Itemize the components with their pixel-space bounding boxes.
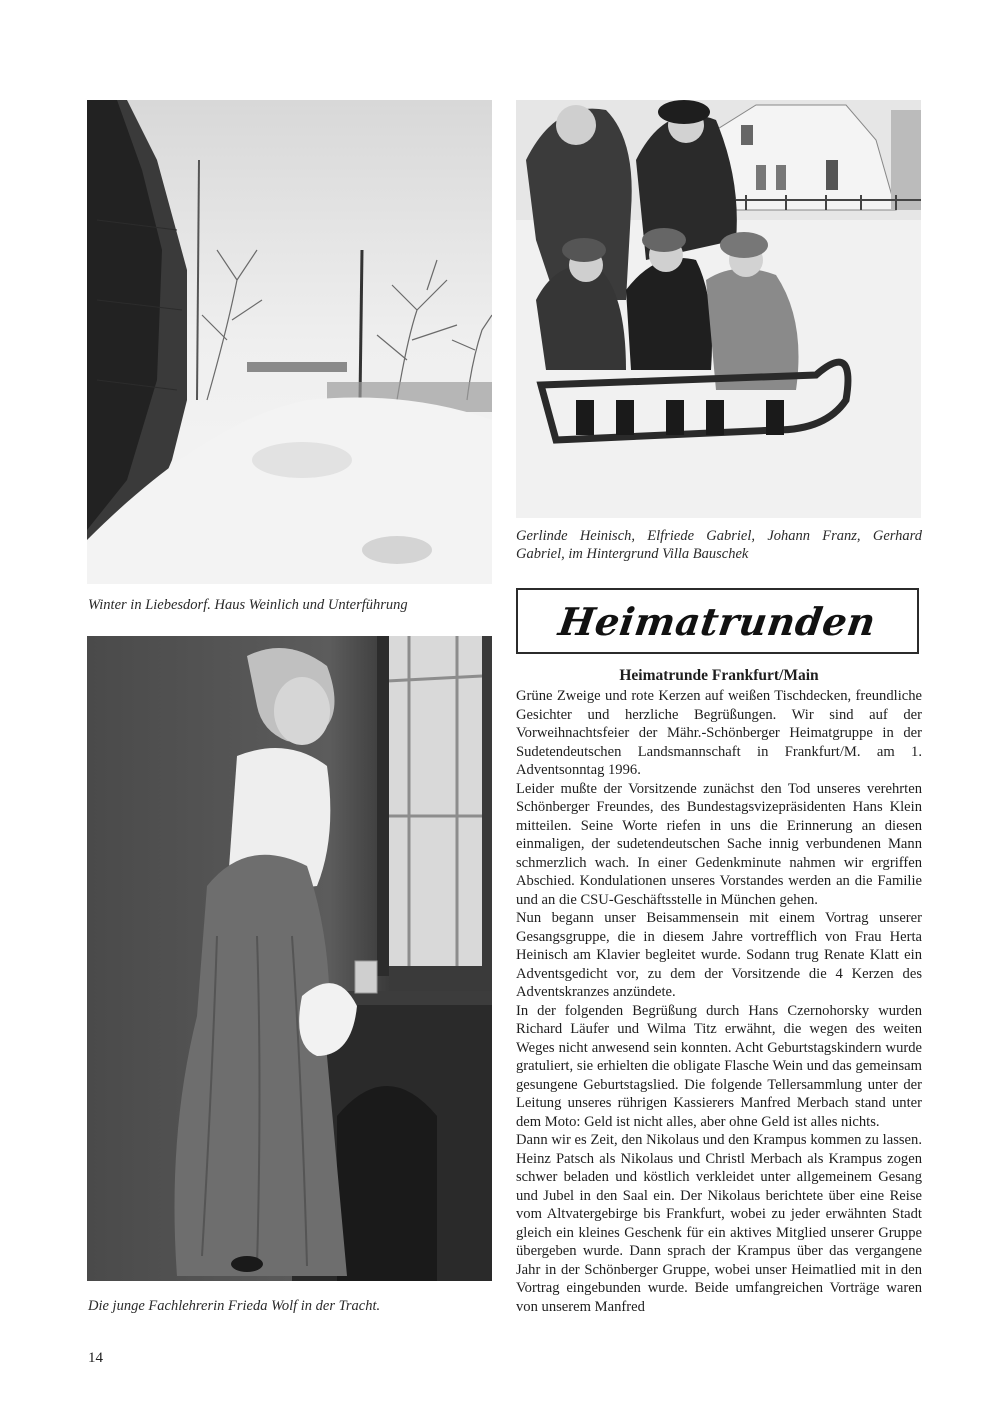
frieda-photo-image bbox=[87, 636, 492, 1281]
photo-winter-liebesdorf bbox=[87, 100, 492, 584]
winter-photo-image bbox=[87, 100, 492, 584]
page-number: 14 bbox=[88, 1350, 103, 1366]
caption-winter: Winter in Liebesdorf. Haus Weinlich und Unterführung bbox=[88, 597, 408, 613]
section-heading: Heimatrunden bbox=[556, 598, 879, 644]
article-paragraph: Nun begann unser Beisammensein mit einem Vortrag unserer Gesangsgruppe, die in diesem Jahre vortrefflich von Frau Herta Heinisch am Klavier begleitet wurde. Sodann trug Renate Klatt ein Adventsgedicht vor, zu dem der Vorsitzende die 4 Kerzen des Adventskranzes anzündete. bbox=[516, 910, 922, 1000]
caption-frieda: Die junge Fachlehrerin Frieda Wolf in der Tracht. bbox=[88, 1298, 381, 1314]
article-title: Heimatrunde Frankfurt/Main bbox=[619, 667, 819, 684]
article-paragraph: Dann wir es Zeit, den Nikolaus und den Krampus kommen zu lassen. Heinz Patsch als Nikolaus und Christl Merbach als Krampus zogen schwer beladen und köstlich verkleidet unter allgemeinem Gesang und Jubel in den Saal ein. Der Nikolaus berichtete über eine Reise vom Altvatergebirge bis Frankfurt, wobei zu jeder erwähnten Stadt gleich ein kleines Geschenk für ein aktives Mitglied unserer Gruppe übergeben wurde. Dann sprach der Krampus über das vergangene Jahr in der Schönberger Gruppe, wobei unser Heimatlied mit in den Vortrag eingebunden wurde. Beide umfangreichen Vorträge waren von unserem Manfred bbox=[516, 1132, 922, 1315]
caption-sled: Gerlinde Heinisch, Elfriede Gabriel, Johann Franz, Gerhard Gabriel, im Hintergrund Villa Bauschek bbox=[516, 528, 922, 562]
article bbox=[516, 666, 922, 1316]
photo-children-sled bbox=[516, 100, 921, 518]
sled-photo-image bbox=[516, 100, 921, 518]
article-paragraph: In der folgenden Begrüßung durch Hans Czernohorsky wurden Richard Läufer und Wilma Titz erwähnt, die wegen des weiten Weges nicht anwesend sein konnten. Acht Geburtstagskindern wurde gratuliert, sie erhielten die obligate Flasche Wein und das gemeinsam gesungene Geburtstagslied. Die folgende Tellersammlung unter der Leitung unseres rührigen Kassierers Manfred Merbach stand unter dem Moto: Geld ist nicht alles, aber ohne Geld ist alles nichts. bbox=[516, 1002, 922, 1130]
article-paragraph: Leider mußte der Vorsitzende zunächst den Tod unseres verehrten Schönberger Freundes, des Bundestagsvizepräsidenten Hans Klein mitteilen. Seine Worte riefen in uns die Erinnerung an diesen einmaligen, der sudetendeutschen Sache innig verbundenen Mann schmerzlich wach. In einer Gedenkminute nahmen wir ergriffen Abschied. Kondulationen unseres Vorstandes werden an die Familie und an die CSU-Geschäftsstelle in München gehen. bbox=[516, 780, 922, 908]
photo-frieda-wolf bbox=[87, 636, 492, 1281]
article-paragraph: Grüne Zweige und rote Kerzen auf weißen Tischdecken, freundliche Gesichter und herzliche Begrüßungen. Wir sind auf der Vorweihnachtsfeier der Mähr.-Schönberger Heimatgruppe in der Sudetendeutschen Landsmannschaft in Frankfurt/M. am 1. Adventsonntag 1996. bbox=[516, 688, 922, 778]
section-heading-box bbox=[516, 588, 919, 654]
